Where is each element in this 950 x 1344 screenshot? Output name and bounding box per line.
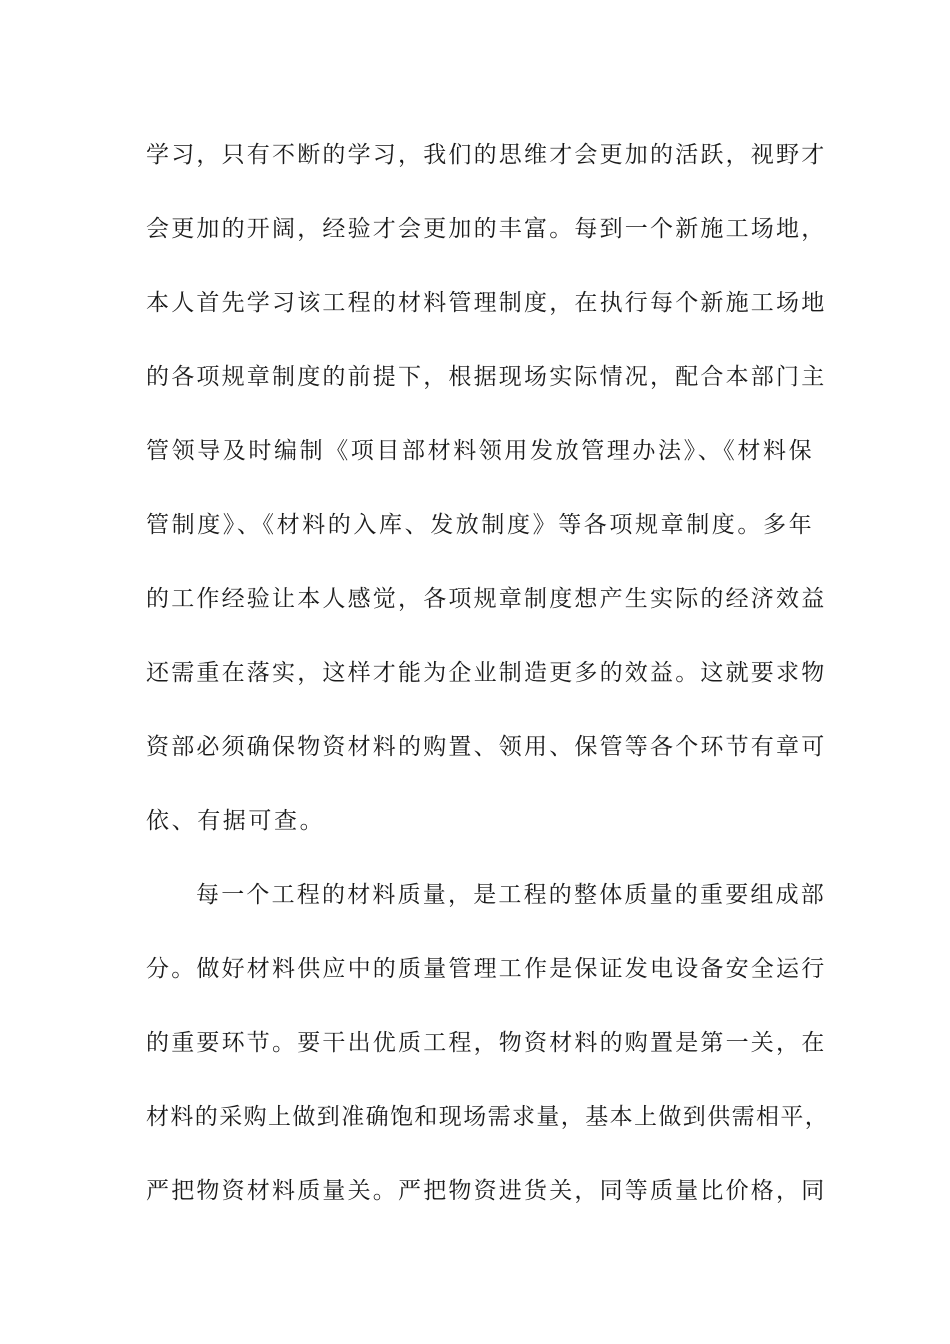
text-line: 资部必须确保物资材料的购置、领用、保管等各个环节有章可	[146, 734, 827, 760]
text-line: 的各项规章制度的前提下，根据现场实际情况，配合本部门主	[146, 364, 827, 390]
text-line: 会更加的开阔，经验才会更加的丰富。每到一个新施工场地，	[146, 216, 827, 242]
text-line: 的重要环节。要干出优质工程，物资材料的购置是第一关，在	[146, 1030, 827, 1056]
text-line: 材料的采购上做到准确饱和现场需求量，基本上做到供需相平，	[146, 1104, 830, 1130]
text-line: 的工作经验让本人感觉，各项规章制度想产生实际的经济效益	[146, 586, 827, 612]
text-line: 分。做好材料供应中的质量管理工作是保证发电设备安全运行	[146, 956, 827, 982]
text-line: 管制度》、《材料的入库、发放制度》等各项规章制度。多年	[146, 512, 815, 538]
text-line: 管领导及时编制《项目部材料领用发放管理办法》、《材料保	[146, 438, 815, 464]
text-line: 学习，只有不断的学习，我们的思维才会更加的活跃，视野才	[146, 142, 827, 168]
text-line: 还需重在落实，这样才能为企业制造更多的效益。这就要求物	[146, 660, 827, 686]
text-line: 依、有据可查。	[146, 808, 326, 834]
text-line: 严把物资材料质量关。严把物资进货关，同等质量比价格，同	[146, 1178, 827, 1204]
paragraph-first-line: 每一个工程的材料质量，是工程的整体质量的重要组成部	[196, 882, 826, 908]
text-line: 本人首先学习该工程的材料管理制度，在执行每个新施工场地	[146, 290, 827, 316]
